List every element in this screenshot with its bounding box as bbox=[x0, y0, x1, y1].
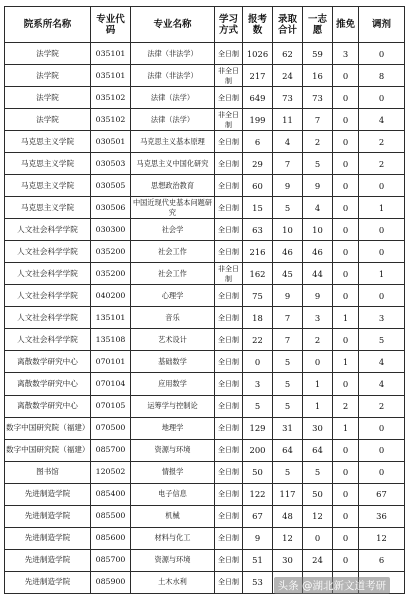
cell-dept: 先进制造学院 bbox=[5, 549, 91, 571]
header-dept: 院系所名称 bbox=[5, 7, 91, 43]
cell-first-choice: 2 bbox=[303, 131, 333, 153]
cell-dept: 人文社会科学学院 bbox=[5, 263, 91, 285]
cell-applied: 199 bbox=[243, 109, 273, 131]
cell-mode: 全日制 bbox=[215, 439, 243, 461]
header-admitted: 录取合计 bbox=[273, 7, 303, 43]
cell-code: 085400 bbox=[91, 483, 131, 505]
cell-dept: 人文社会科学学院 bbox=[5, 241, 91, 263]
table-row bbox=[5, 219, 405, 241]
cell-exempt: 0 bbox=[333, 329, 359, 351]
cell-mode: 全日制 bbox=[215, 373, 243, 395]
cell-first-choice: 0 bbox=[303, 527, 333, 549]
cell-admitted: 5 bbox=[273, 395, 303, 417]
cell-admitted: 11 bbox=[273, 109, 303, 131]
cell-transfer: 0 bbox=[359, 439, 405, 461]
cell-mode: 全日制 bbox=[215, 87, 243, 109]
cell-code: 040200 bbox=[91, 285, 131, 307]
table-row bbox=[5, 109, 405, 131]
header-first-choice: 一志愿 bbox=[303, 7, 333, 43]
cell-applied: 15 bbox=[243, 197, 273, 219]
cell-first-choice: 46 bbox=[303, 241, 333, 263]
cell-code: 035102 bbox=[91, 87, 131, 109]
cell-applied: 22 bbox=[243, 329, 273, 351]
cell-transfer: 0 bbox=[359, 175, 405, 197]
cell-first-choice: 7 bbox=[303, 109, 333, 131]
cell-admitted: 62 bbox=[273, 43, 303, 65]
cell-first-choice: 1 bbox=[303, 395, 333, 417]
cell-major: 法律（法学） bbox=[131, 109, 215, 131]
cell-dept: 马克思主义学院 bbox=[5, 153, 91, 175]
cell-dept: 法学院 bbox=[5, 43, 91, 65]
cell-applied: 5 bbox=[243, 395, 273, 417]
cell-dept: 先进制造学院 bbox=[5, 527, 91, 549]
cell-exempt: 0 bbox=[333, 483, 359, 505]
cell-mode: 全日制 bbox=[215, 395, 243, 417]
cell-dept: 离散数学研究中心 bbox=[5, 373, 91, 395]
cell-major: 基础数学 bbox=[131, 351, 215, 373]
cell-first-choice: 0 bbox=[303, 351, 333, 373]
cell-first-choice: 73 bbox=[303, 87, 333, 109]
header-row bbox=[5, 7, 405, 43]
cell-code: 070104 bbox=[91, 373, 131, 395]
cell-applied: 6 bbox=[243, 131, 273, 153]
cell-dept: 先进制造学院 bbox=[5, 483, 91, 505]
cell-code: 070101 bbox=[91, 351, 131, 373]
cell-mode: 非全日制 bbox=[215, 109, 243, 131]
cell-major: 法律（非法学） bbox=[131, 43, 215, 65]
cell-code: 085500 bbox=[91, 505, 131, 527]
table-row bbox=[5, 483, 405, 505]
cell-major: 音乐 bbox=[131, 307, 215, 329]
cell-mode: 全日制 bbox=[215, 131, 243, 153]
cell-code: 030506 bbox=[91, 197, 131, 219]
cell-mode: 全日制 bbox=[215, 461, 243, 483]
cell-major: 社会工作 bbox=[131, 241, 215, 263]
cell-mode: 全日制 bbox=[215, 417, 243, 439]
cell-major: 社会工作 bbox=[131, 263, 215, 285]
cell-applied: 200 bbox=[243, 439, 273, 461]
cell-major: 法律（法学） bbox=[131, 87, 215, 109]
cell-major: 马克思主义中国化研究 bbox=[131, 153, 215, 175]
table-row bbox=[5, 197, 405, 219]
cell-transfer: 2 bbox=[359, 395, 405, 417]
cell-dept: 马克思主义学院 bbox=[5, 197, 91, 219]
cell-major: 材料与化工 bbox=[131, 527, 215, 549]
header-applied: 报考数 bbox=[243, 7, 273, 43]
cell-major: 社会学 bbox=[131, 219, 215, 241]
table-row bbox=[5, 153, 405, 175]
header-mode: 学习方式 bbox=[215, 7, 243, 43]
table-row bbox=[5, 373, 405, 395]
cell-code: 120502 bbox=[91, 461, 131, 483]
cell-mode: 全日制 bbox=[215, 571, 243, 593]
cell-transfer: 67 bbox=[359, 483, 405, 505]
cell-admitted: 48 bbox=[273, 505, 303, 527]
cell-admitted: 7 bbox=[273, 307, 303, 329]
cell-dept: 马克思主义学院 bbox=[5, 131, 91, 153]
cell-mode: 全日制 bbox=[215, 153, 243, 175]
cell-first-choice: 59 bbox=[303, 43, 333, 65]
cell-exempt: 0 bbox=[333, 505, 359, 527]
cell-exempt: 0 bbox=[333, 263, 359, 285]
cell-applied: 9 bbox=[243, 527, 273, 549]
cell-applied: 0 bbox=[243, 351, 273, 373]
cell-admitted: 4 bbox=[273, 131, 303, 153]
table-row bbox=[5, 241, 405, 263]
cell-major: 情报学 bbox=[131, 461, 215, 483]
cell-applied: 216 bbox=[243, 241, 273, 263]
table-row bbox=[5, 175, 405, 197]
cell-admitted: 73 bbox=[273, 87, 303, 109]
cell-first-choice: 10 bbox=[303, 219, 333, 241]
cell-code: 030503 bbox=[91, 153, 131, 175]
cell-major: 电子信息 bbox=[131, 483, 215, 505]
cell-exempt: 0 bbox=[333, 65, 359, 87]
cell-applied: 67 bbox=[243, 505, 273, 527]
cell-exempt: 1 bbox=[333, 307, 359, 329]
table-row bbox=[5, 395, 405, 417]
cell-exempt: 0 bbox=[333, 87, 359, 109]
cell-first-choice: 4 bbox=[303, 197, 333, 219]
table-row bbox=[5, 43, 405, 65]
cell-exempt: 0 bbox=[333, 285, 359, 307]
cell-applied: 60 bbox=[243, 175, 273, 197]
cell-major: 心理学 bbox=[131, 285, 215, 307]
header-major: 专业名称 bbox=[131, 7, 215, 43]
cell-first-choice: 64 bbox=[303, 439, 333, 461]
cell-transfer: 0 bbox=[359, 461, 405, 483]
cell-code: 035200 bbox=[91, 263, 131, 285]
cell-dept: 法学院 bbox=[5, 87, 91, 109]
cell-mode: 非全日制 bbox=[215, 263, 243, 285]
table-body bbox=[5, 43, 405, 594]
cell-dept: 先进制造学院 bbox=[5, 505, 91, 527]
cell-admitted: 5 bbox=[273, 373, 303, 395]
cell-first-choice: 12 bbox=[303, 505, 333, 527]
cell-first-choice: 3 bbox=[303, 307, 333, 329]
cell-transfer: 2 bbox=[359, 131, 405, 153]
cell-first-choice: 16 bbox=[303, 65, 333, 87]
cell-admitted: 30 bbox=[273, 549, 303, 571]
cell-first-choice: 1 bbox=[303, 373, 333, 395]
admissions-table bbox=[4, 6, 405, 594]
header-exempt: 推免 bbox=[333, 7, 359, 43]
cell-first-choice: 50 bbox=[303, 483, 333, 505]
cell-mode: 全日制 bbox=[215, 175, 243, 197]
cell-code: 035200 bbox=[91, 241, 131, 263]
cell-mode: 非全日制 bbox=[215, 65, 243, 87]
cell-mode: 全日制 bbox=[215, 307, 243, 329]
cell-transfer: 6 bbox=[359, 549, 405, 571]
table-row bbox=[5, 87, 405, 109]
cell-transfer: 0 bbox=[359, 87, 405, 109]
cell-code: 135101 bbox=[91, 307, 131, 329]
cell-first-choice: 5 bbox=[303, 153, 333, 175]
cell-admitted: 5 bbox=[273, 351, 303, 373]
table-row bbox=[5, 351, 405, 373]
cell-major: 资源与环境 bbox=[131, 439, 215, 461]
cell-mode: 全日制 bbox=[215, 241, 243, 263]
cell-transfer: 36 bbox=[359, 505, 405, 527]
cell-admitted: 5 bbox=[273, 461, 303, 483]
table-row bbox=[5, 549, 405, 571]
cell-admitted: 10 bbox=[273, 219, 303, 241]
cell-admitted: 5 bbox=[273, 197, 303, 219]
cell-exempt: 0 bbox=[333, 439, 359, 461]
cell-transfer: 1 bbox=[359, 263, 405, 285]
cell-transfer: 2 bbox=[359, 153, 405, 175]
cell-applied: 18 bbox=[243, 307, 273, 329]
cell-exempt: 0 bbox=[333, 219, 359, 241]
cell-code: 135108 bbox=[91, 329, 131, 351]
cell-transfer: 0 bbox=[359, 241, 405, 263]
cell-code: 035102 bbox=[91, 109, 131, 131]
cell-mode: 全日制 bbox=[215, 329, 243, 351]
cell-admitted: 24 bbox=[273, 65, 303, 87]
cell-mode: 全日制 bbox=[215, 351, 243, 373]
cell-mode: 全日制 bbox=[215, 549, 243, 571]
cell-dept: 数字中国研究院（福建） bbox=[5, 439, 91, 461]
cell-exempt: 2 bbox=[333, 395, 359, 417]
cell-exempt: 0 bbox=[333, 197, 359, 219]
cell-mode: 全日制 bbox=[215, 197, 243, 219]
cell-code: 085700 bbox=[91, 439, 131, 461]
cell-major: 中国近现代史基本问题研究 bbox=[131, 197, 215, 219]
cell-transfer: 3 bbox=[359, 307, 405, 329]
table-row bbox=[5, 329, 405, 351]
header-transfer: 调剂 bbox=[359, 7, 405, 43]
cell-code: 030501 bbox=[91, 131, 131, 153]
cell-major: 艺术设计 bbox=[131, 329, 215, 351]
cell-admitted: 64 bbox=[273, 439, 303, 461]
cell-dept: 先进制造学院 bbox=[5, 571, 91, 593]
cell-transfer: 0 bbox=[359, 417, 405, 439]
cell-dept: 离散数学研究中心 bbox=[5, 351, 91, 373]
header-code: 专业代码 bbox=[91, 7, 131, 43]
cell-exempt: 3 bbox=[333, 43, 359, 65]
cell-transfer: 0 bbox=[359, 285, 405, 307]
cell-exempt: 0 bbox=[333, 131, 359, 153]
cell-dept: 人文社会科学学院 bbox=[5, 285, 91, 307]
cell-applied: 217 bbox=[243, 65, 273, 87]
cell-mode: 全日制 bbox=[215, 505, 243, 527]
table-row bbox=[5, 417, 405, 439]
cell-applied: 122 bbox=[243, 483, 273, 505]
cell-applied: 129 bbox=[243, 417, 273, 439]
cell-first-choice: 2 bbox=[303, 329, 333, 351]
table-row bbox=[5, 307, 405, 329]
cell-major: 运筹学与控制论 bbox=[131, 395, 215, 417]
cell-admitted: 12 bbox=[273, 527, 303, 549]
cell-code: 035101 bbox=[91, 65, 131, 87]
cell-exempt: 1 bbox=[333, 417, 359, 439]
cell-transfer: 4 bbox=[359, 351, 405, 373]
cell-exempt: 0 bbox=[333, 153, 359, 175]
cell-exempt: 0 bbox=[333, 241, 359, 263]
cell-mode: 全日制 bbox=[215, 483, 243, 505]
cell-code: 085900 bbox=[91, 571, 131, 593]
cell-applied: 53 bbox=[243, 571, 273, 593]
cell-code: 085700 bbox=[91, 549, 131, 571]
cell-code: 085600 bbox=[91, 527, 131, 549]
cell-dept: 马克思主义学院 bbox=[5, 175, 91, 197]
cell-transfer: 4 bbox=[359, 109, 405, 131]
cell-admitted: 9 bbox=[273, 175, 303, 197]
cell-admitted: 45 bbox=[273, 263, 303, 285]
cell-applied: 649 bbox=[243, 87, 273, 109]
table-row bbox=[5, 131, 405, 153]
cell-major: 地理学 bbox=[131, 417, 215, 439]
cell-applied: 162 bbox=[243, 263, 273, 285]
cell-first-choice: 30 bbox=[303, 417, 333, 439]
table-row bbox=[5, 527, 405, 549]
cell-applied: 51 bbox=[243, 549, 273, 571]
cell-admitted: 7 bbox=[273, 329, 303, 351]
cell-major: 思想政治教育 bbox=[131, 175, 215, 197]
cell-applied: 3 bbox=[243, 373, 273, 395]
table-row bbox=[5, 263, 405, 285]
cell-first-choice: 9 bbox=[303, 285, 333, 307]
cell-applied: 29 bbox=[243, 153, 273, 175]
cell-code: 070500 bbox=[91, 417, 131, 439]
cell-transfer: 0 bbox=[359, 219, 405, 241]
table-row bbox=[5, 439, 405, 461]
cell-mode: 全日制 bbox=[215, 43, 243, 65]
cell-major: 马克思主义基本原理 bbox=[131, 131, 215, 153]
cell-exempt: 0 bbox=[333, 373, 359, 395]
cell-exempt: 0 bbox=[333, 461, 359, 483]
cell-exempt: 0 bbox=[333, 109, 359, 131]
cell-transfer: 12 bbox=[359, 527, 405, 549]
cell-exempt: 0 bbox=[333, 549, 359, 571]
cell-transfer: 1 bbox=[359, 197, 405, 219]
cell-admitted: 9 bbox=[273, 285, 303, 307]
cell-admitted: 31 bbox=[273, 417, 303, 439]
cell-transfer: 4 bbox=[359, 373, 405, 395]
cell-dept: 数字中国研究院（福建） bbox=[5, 417, 91, 439]
cell-first-choice: 44 bbox=[303, 263, 333, 285]
cell-dept: 图书馆 bbox=[5, 461, 91, 483]
cell-first-choice: 24 bbox=[303, 549, 333, 571]
cell-applied: 75 bbox=[243, 285, 273, 307]
cell-major: 机械 bbox=[131, 505, 215, 527]
cell-first-choice: 9 bbox=[303, 175, 333, 197]
cell-transfer: 0 bbox=[359, 43, 405, 65]
cell-major: 土木水利 bbox=[131, 571, 215, 593]
cell-major: 资源与环境 bbox=[131, 549, 215, 571]
cell-code: 030505 bbox=[91, 175, 131, 197]
cell-dept: 法学院 bbox=[5, 65, 91, 87]
table-row bbox=[5, 505, 405, 527]
cell-applied: 50 bbox=[243, 461, 273, 483]
table-row bbox=[5, 65, 405, 87]
cell-mode: 全日制 bbox=[215, 219, 243, 241]
cell-dept: 人文社会科学学院 bbox=[5, 329, 91, 351]
watermark: 头条 @湖北新文道考研 bbox=[274, 577, 390, 594]
cell-transfer: 8 bbox=[359, 65, 405, 87]
cell-dept: 人文社会科学学院 bbox=[5, 219, 91, 241]
cell-major: 应用数学 bbox=[131, 373, 215, 395]
cell-first-choice: 5 bbox=[303, 461, 333, 483]
cell-applied: 1026 bbox=[243, 43, 273, 65]
cell-admitted: 117 bbox=[273, 483, 303, 505]
cell-exempt: 1 bbox=[333, 351, 359, 373]
cell-code: 030300 bbox=[91, 219, 131, 241]
cell-admitted: 46 bbox=[273, 241, 303, 263]
cell-admitted: 7 bbox=[273, 153, 303, 175]
cell-dept: 离散数学研究中心 bbox=[5, 395, 91, 417]
cell-applied: 63 bbox=[243, 219, 273, 241]
cell-exempt: 0 bbox=[333, 527, 359, 549]
cell-code: 070105 bbox=[91, 395, 131, 417]
cell-transfer: 5 bbox=[359, 329, 405, 351]
cell-major: 法律（非法学） bbox=[131, 65, 215, 87]
table-row bbox=[5, 285, 405, 307]
cell-dept: 人文社会科学学院 bbox=[5, 307, 91, 329]
cell-code: 035101 bbox=[91, 43, 131, 65]
cell-exempt: 0 bbox=[333, 175, 359, 197]
cell-mode: 全日制 bbox=[215, 285, 243, 307]
cell-dept: 法学院 bbox=[5, 109, 91, 131]
table-row bbox=[5, 461, 405, 483]
cell-mode: 全日制 bbox=[215, 527, 243, 549]
